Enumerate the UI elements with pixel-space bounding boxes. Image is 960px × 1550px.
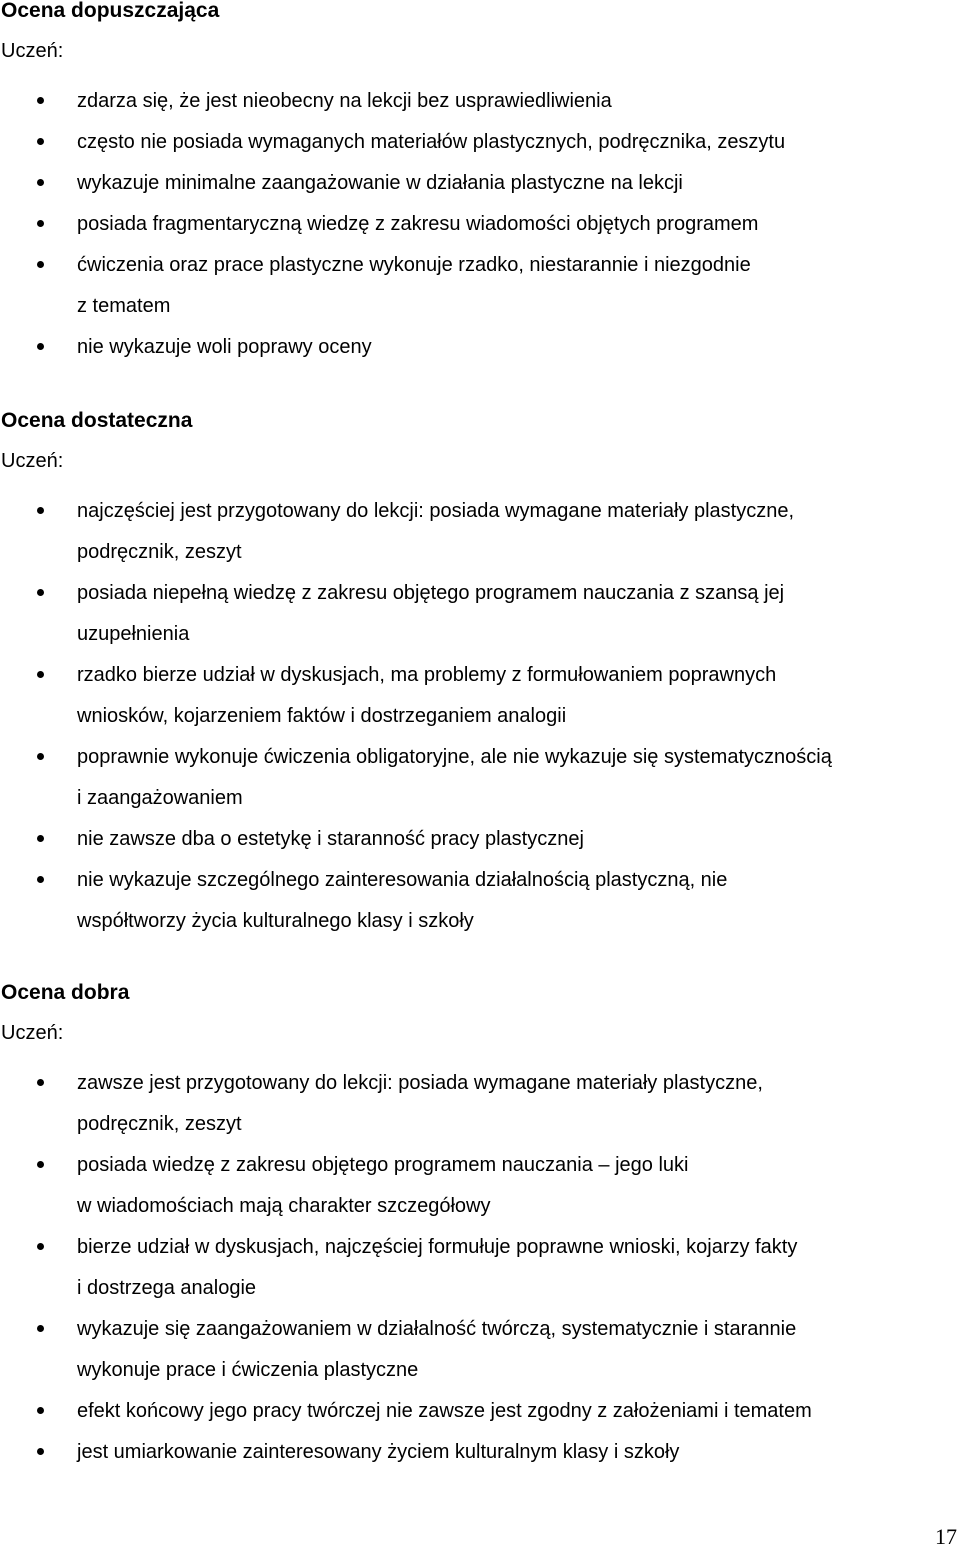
bullet-icon [37, 507, 44, 514]
bullet-icon [37, 876, 44, 883]
list-item-text: posiada niepełną wiedzę z zakresu objętego programem nauczania z szansą jej uzupełnienia [77, 582, 785, 645]
bullet-icon [37, 1325, 44, 1332]
list-item-text: posiada fragmentaryczną wiedzę z zakresu wiadomości objętych programem [77, 213, 759, 235]
bullet-icon [37, 261, 44, 268]
bullet-icon [37, 179, 44, 186]
list-item-text: rzadko bierze udział w dyskusjach, ma problemy z formułowaniem poprawnych wniosków, kojarzeniem faktów i dostrzeganiem analogii [77, 664, 777, 727]
list-item-text: posiada wiedzę z zakresu objętego programem nauczania – jego luki w wiadomościach mają charakter szczegółowy [77, 1154, 689, 1217]
section-heading: Ocena dobra [1, 981, 130, 1004]
list-item [0, 163, 960, 204]
bullet-icon [37, 835, 44, 842]
list-item [0, 204, 960, 245]
list-item-text: zdarza się, że jest nieobecny na lekcji bez usprawiedliwienia [77, 90, 612, 112]
list-item-text: poprawnie wykonuje ćwiczenia obligatoryjne, ale nie wykazuje się systematycznością i zaangażowaniem [77, 746, 832, 809]
list-item [0, 1063, 960, 1145]
list-item [0, 860, 960, 942]
section-ocena-dobra [0, 982, 960, 1473]
list-item-text: wykazuje minimalne zaangażowanie w działania plastyczne na lekcji [77, 172, 683, 194]
bullet-icon [37, 220, 44, 227]
bullet-icon [37, 138, 44, 145]
list-item [0, 1227, 960, 1309]
list-item-text: nie wykazuje woli poprawy oceny [77, 336, 372, 358]
criteria-list [0, 81, 960, 368]
bullet-icon [37, 1079, 44, 1086]
list-item-text: efekt końcowy jego pracy twórczej nie zawsze jest zgodny z założeniami i tematem [77, 1400, 812, 1422]
bullet-icon [37, 1243, 44, 1250]
bullet-icon [37, 1407, 44, 1414]
list-item-text: ćwiczenia oraz prace plastyczne wykonuje rzadko, niestarannie i niezgodnie z tematem [77, 254, 751, 317]
section-subheading: Uczeń: [1, 1022, 64, 1044]
section-subheading: Uczeń: [1, 450, 64, 472]
criteria-list [0, 1063, 960, 1473]
list-item [0, 122, 960, 163]
list-item-text: zawsze jest przygotowany do lekcji: posiada wymagane materiały plastyczne, podręcznik, zeszyt [77, 1072, 763, 1135]
bullet-icon [37, 753, 44, 760]
section-heading: Ocena dostateczna [1, 409, 193, 432]
bullet-icon [37, 671, 44, 678]
bullet-icon [37, 1448, 44, 1455]
bullet-icon [37, 589, 44, 596]
list-item-text: często nie posiada wymaganych materiałów plastycznych, podręcznika, zeszytu [77, 131, 786, 153]
list-item-text: bierze udział w dyskusjach, najczęściej formułuje poprawne wnioski, kojarzy fakty i dostrzega analogie [77, 1236, 798, 1299]
page-number: 17 [935, 1524, 957, 1549]
list-item [0, 327, 960, 368]
bullet-icon [37, 97, 44, 104]
section-subheading: Uczeń: [1, 40, 64, 62]
list-item-text: nie zawsze dba o estetykę i staranność pracy plastycznej [77, 828, 584, 850]
list-item [0, 819, 960, 860]
list-item [0, 491, 960, 573]
list-item [0, 81, 960, 122]
list-item [0, 1391, 960, 1432]
list-item [0, 1145, 960, 1227]
list-item [0, 1432, 960, 1473]
bullet-icon [37, 1161, 44, 1168]
list-item-text: najczęściej jest przygotowany do lekcji: posiada wymagane materiały plastyczne, podręcznik, zeszyt [77, 500, 795, 563]
section-ocena-dostateczna [0, 410, 960, 942]
list-item [0, 737, 960, 819]
list-item-text: jest umiarkowanie zainteresowany życiem kulturalnym klasy i szkoły [77, 1441, 680, 1463]
list-item-text: nie wykazuje szczególnego zainteresowania działalnością plastyczną, nie współtworzy życia kulturalnego klasy i szkoły [77, 869, 728, 932]
list-item-text: wykazuje się zaangażowaniem w działalność twórczą, systematycznie i starannie wykonuje prace i ćwiczenia plastyczne [77, 1318, 797, 1381]
list-item [0, 1309, 960, 1391]
list-item [0, 573, 960, 655]
list-item [0, 245, 960, 327]
section-ocena-dopuszczajaca [0, 0, 960, 368]
list-item [0, 655, 960, 737]
bullet-icon [37, 343, 44, 350]
section-heading: Ocena dopuszczająca [1, 0, 220, 22]
criteria-list [0, 491, 960, 942]
